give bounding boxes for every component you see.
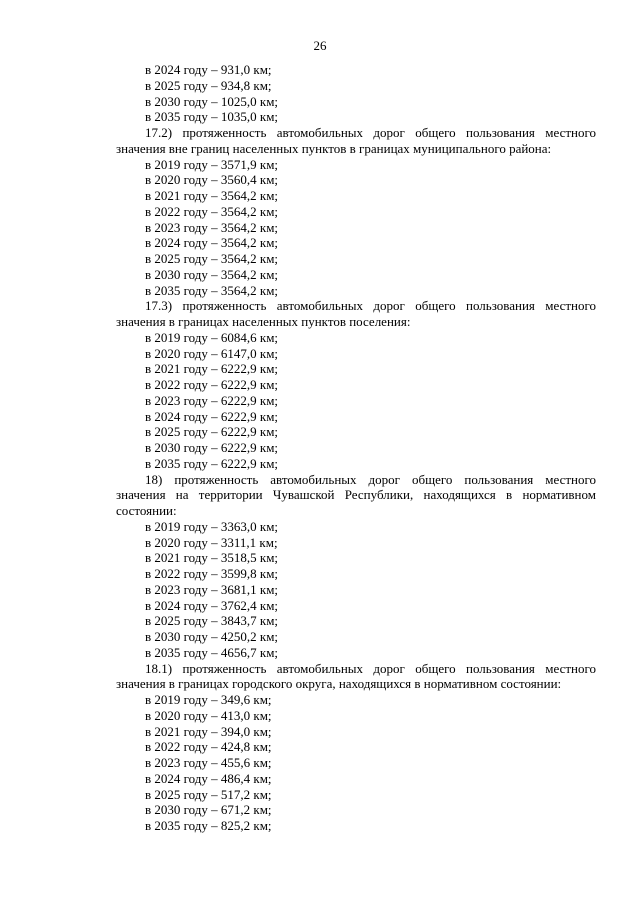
year-value-line: в 2023 году – 455,6 км; bbox=[145, 755, 272, 770]
year-value-line: в 2030 году – 671,2 км; bbox=[145, 802, 272, 818]
year-value-line: в 2021 году – 394,0 км; bbox=[145, 723, 272, 739]
year-value-line: в 2022 году – 6222,9 км; bbox=[145, 377, 279, 392]
year-value-line: в 2025 году – 517,2 км; bbox=[145, 786, 272, 802]
section-heading: 18) протяженность автомобильных дорог общего пользования местного значения на территории Чувашской Республики, находящихся в нормативном состоянии: bbox=[116, 471, 596, 518]
year-value-line: в 2035 году – 3564,2 км; bbox=[145, 282, 279, 298]
year-value-line: в 2035 году – 4656,7 км; bbox=[145, 644, 279, 660]
year-value-line: в 2030 году – 4250,2 км; bbox=[145, 629, 279, 644]
year-value-line: в 2030 году – 1025,0 км; bbox=[145, 93, 279, 109]
year-value-line: в 2025 году – 934,8 км; bbox=[145, 77, 272, 93]
year-value-line: в 2035 году – 1035,0 км; bbox=[145, 109, 279, 125]
section-heading: 18.1) протяженность автомобильных дорог общего пользования местного значения в границах городского округа, находящихся в нормативном состоянии: bbox=[116, 660, 596, 692]
year-value-line: в 2022 году – 3564,2 км; bbox=[145, 203, 279, 219]
year-value-line: в 2035 году – 6222,9 км; bbox=[145, 455, 279, 471]
year-value-line: в 2019 году – 6084,6 км; bbox=[145, 329, 279, 345]
year-value-line: в 2020 году – 3560,4 км; bbox=[145, 172, 279, 188]
year-value-line: в 2021 году – 6222,9 км; bbox=[145, 361, 279, 377]
document-body bbox=[116, 62, 596, 834]
year-value-line: в 2022 году – 3599,8 км; bbox=[145, 566, 279, 581]
year-value-line: в 2025 году – 3564,2 км; bbox=[145, 251, 279, 266]
year-value-line: в 2020 году – 413,0 км; bbox=[145, 707, 272, 723]
year-value-line: в 2030 году – 3564,2 км; bbox=[145, 266, 279, 282]
year-value-line: в 2024 году – 931,0 км; bbox=[145, 62, 272, 77]
year-value-line: в 2022 году – 424,8 км; bbox=[145, 739, 272, 755]
year-value-line: в 2025 году – 3843,7 км; bbox=[145, 613, 279, 629]
year-value-line: в 2023 году – 6222,9 км; bbox=[145, 392, 279, 408]
year-value-line: в 2019 году – 3571,9 км; bbox=[145, 156, 279, 172]
year-value-line: в 2024 году – 6222,9 км; bbox=[145, 408, 279, 424]
year-value-line: в 2023 году – 3564,2 км; bbox=[145, 219, 279, 235]
year-value-line: в 2030 году – 6222,9 км; bbox=[145, 440, 279, 455]
year-value-line: в 2023 году – 3681,1 км; bbox=[145, 581, 279, 597]
year-value-line: в 2025 году – 6222,9 км; bbox=[145, 424, 279, 440]
page-number: 26 bbox=[313, 38, 327, 53]
year-value-line: в 2020 году – 3311,1 км; bbox=[145, 534, 278, 550]
year-value-line: в 2024 году – 3564,2 км; bbox=[145, 235, 279, 251]
year-value-line: в 2021 году – 3564,2 км; bbox=[145, 188, 279, 203]
year-value-line: в 2020 году – 6147,0 км; bbox=[145, 345, 279, 361]
year-value-line: в 2021 году – 3518,5 км; bbox=[145, 550, 279, 566]
section-heading: 17.3) протяженность автомобильных дорог общего пользования местного значения в границах населенных пунктов поселения: bbox=[116, 298, 596, 329]
year-value-line: в 2035 году – 825,2 км; bbox=[145, 818, 272, 833]
year-value-line: в 2019 году – 349,6 км; bbox=[145, 692, 272, 707]
year-value-line: в 2024 году – 3762,4 км; bbox=[145, 597, 279, 613]
year-value-line: в 2024 году – 486,4 км; bbox=[145, 770, 272, 786]
year-value-line: в 2019 году – 3363,0 км; bbox=[145, 518, 279, 534]
section-heading: 17.2) протяженность автомобильных дорог общего пользования местного значения вне границ населенных пунктов в границах муниципального района: bbox=[116, 125, 596, 156]
